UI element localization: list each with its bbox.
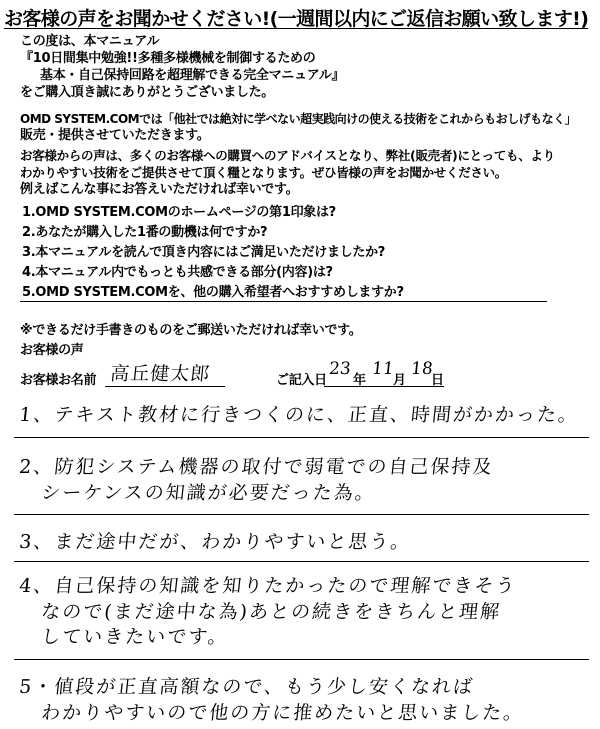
handwritten-line: 3、まだ途中だが、わかりやすいと思う。 bbox=[18, 531, 413, 553]
intro-line: OMD SYSTEM.COMでは「他社では絶対に学べない超実践向けの使える技術をこれからもおしげもなく」 bbox=[20, 112, 577, 126]
month-unit: 月 bbox=[393, 373, 406, 388]
ruled-line bbox=[14, 659, 589, 660]
handwritten-line: 2、防犯システム機器の取付で弱電での自己保持及 bbox=[18, 456, 495, 478]
handwritten-line: 5・値段が正直高額なので、もう少し安くなれば bbox=[18, 676, 476, 698]
date-underline bbox=[324, 386, 444, 387]
question-item: 5.OMD SYSTEM.COMを、他の購入希望者へおすすめしますか? bbox=[22, 285, 404, 300]
name-underline bbox=[105, 386, 225, 387]
ruled-line bbox=[14, 437, 589, 438]
handwritten-line: なので(まだ途中な為)あとの続きをきちんと理解 bbox=[40, 601, 503, 623]
handwritten-line: 1、テキスト教材に行きつくのに、正直、時間がかかった。 bbox=[18, 404, 581, 426]
page-title: お客様の声をお聞かせください!(一週間以内にご返信お願い致します!) bbox=[4, 8, 589, 30]
intro-line: 例えばこんな事にお答えいただければ幸いです。 bbox=[20, 182, 299, 197]
notice-text: ※できるだけ手書きのものをご郵送いただければ幸いです。 bbox=[20, 323, 362, 338]
handwritten-line: シーケンスの知識が必要だった為。 bbox=[40, 482, 377, 504]
ruled-line bbox=[14, 561, 589, 562]
name-label: お客様お名前 bbox=[20, 373, 97, 388]
question-item: 3.本マニュアルを読んで頂き内容にはご満足いただけましたか? bbox=[22, 245, 386, 260]
intro-line: お客様からの声は、多くのお客様への購買へのアドバイスとなり、弊社(販売者)にとっても、より bbox=[20, 148, 555, 163]
day-unit: 日 bbox=[431, 373, 444, 388]
intro-line: 販売・提供させていただきます。 bbox=[20, 128, 210, 143]
month-value: 11 bbox=[371, 359, 395, 379]
intro-line: をご購入頂き誠にありがとうございました。 bbox=[20, 85, 275, 100]
intro-line: 基本・自己保持回路を超理解できる完全マニュアル』 bbox=[40, 68, 345, 83]
handwritten-line: 4、自己保持の知識を知りたかったので理解できそう bbox=[18, 575, 518, 597]
question-item: 2.あなたが購入した1番の動機は何ですか? bbox=[22, 225, 268, 240]
ruled-line bbox=[14, 514, 589, 515]
intro-line: 『10日間集中勉強!!多種多様機械を制御するための bbox=[20, 51, 316, 66]
date-label: ご記入日 bbox=[276, 373, 327, 388]
section-label: お客様の声 bbox=[20, 343, 84, 358]
handwritten-line: していきたいです。 bbox=[40, 626, 230, 648]
handwritten-line: わかりやすいので他の方に推めたいと思いました。 bbox=[40, 702, 526, 724]
intro-line: わかりやすい技術をご提供させて頂く糧となります。ぜひ皆様の声をお聞かせください。 bbox=[20, 165, 508, 180]
question-item: 1.OMD SYSTEM.COMのホームページの第1印象は? bbox=[22, 205, 336, 220]
divider bbox=[20, 301, 547, 302]
question-item: 4.本マニュアル内でもっとも共感できる部分(内容)は? bbox=[22, 265, 333, 280]
day-value: 18 bbox=[410, 359, 434, 379]
year-unit: 年 bbox=[353, 373, 366, 388]
name-value: 高丘健太郎 bbox=[109, 363, 212, 385]
year-value: 23 bbox=[328, 359, 352, 379]
intro-line: この度は、本マニュアル bbox=[20, 34, 160, 49]
